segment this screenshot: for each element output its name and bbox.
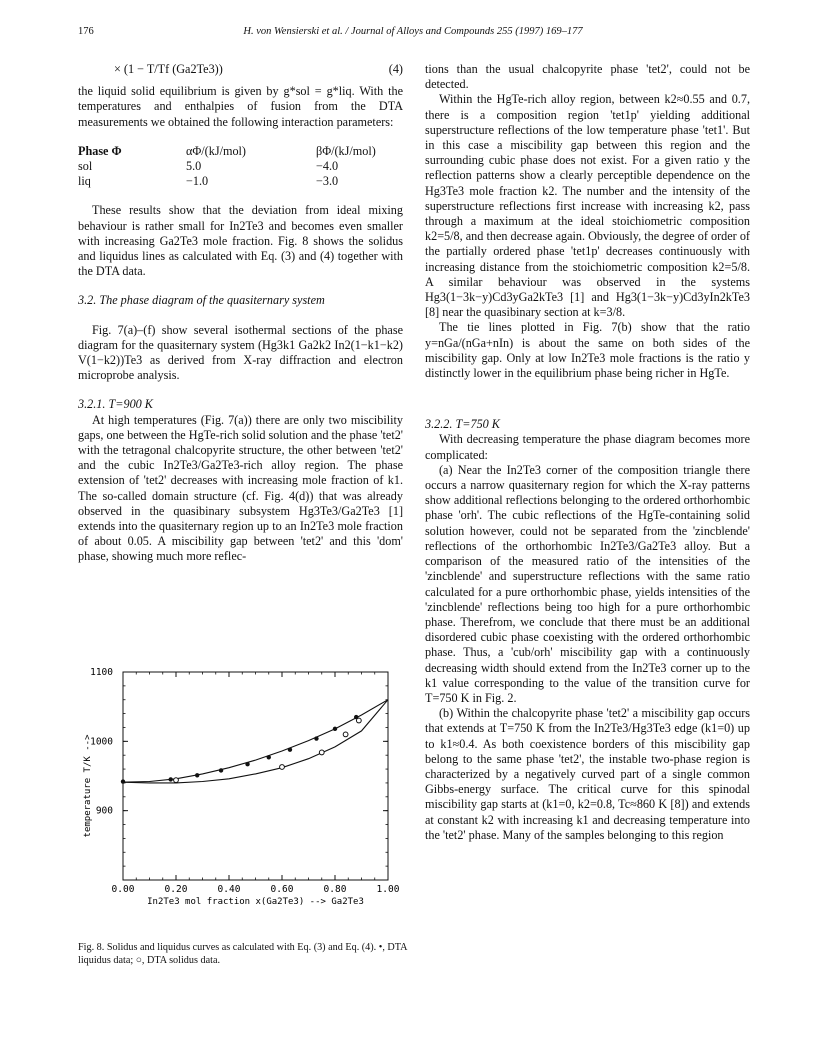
paragraph: These results show that the deviation from ideal mixing behaviour is rather small for In2Te3 and becomes even smaller with increasing Ga2Te3 mole fraction. Fig. 8 shows the solidus and liquidus lines as calculated with Eq. (3) and (4) together with the DTA data.	[78, 203, 403, 279]
liquidus-point	[245, 762, 249, 766]
liquidus-point	[288, 747, 292, 751]
table-cell: liq	[78, 174, 91, 189]
equation-4-number: (4)	[388, 62, 403, 76]
y-axis-label: temperature T/K -->	[83, 734, 93, 838]
section-heading: 3.2. The phase diagram of the quasiternary system	[78, 293, 325, 308]
equation-4-text: × (1 − T/Tf (Ga2Te3))	[114, 62, 223, 76]
table-row	[78, 174, 376, 189]
table-cell: −4.0	[316, 159, 339, 174]
left-column	[78, 62, 403, 565]
liquidus-point	[314, 736, 318, 740]
table-cell: 5.0	[186, 159, 202, 174]
x-tick-label: 0.80	[323, 884, 347, 895]
solidus-curve	[123, 700, 388, 783]
subsection-heading: 3.2.1. T=900 K	[78, 397, 153, 412]
interaction-parameter-table	[78, 144, 376, 190]
figure-caption: Fig. 8. Solidus and liquidus curves as calculated with Eq. (3) and Eq. (4). •, DTA liquidus data; ○, DTA solidus data.	[78, 942, 407, 966]
liquidus-point	[267, 755, 271, 759]
solidus-point	[356, 718, 361, 723]
liquidus-point	[219, 768, 223, 772]
paragraph: tions than the usual chalcopyrite phase 'tet2', could not be detected.	[425, 62, 750, 92]
liquidus-point	[169, 777, 173, 781]
paragraph: With decreasing temperature the phase diagram becomes more complicated:	[425, 432, 750, 462]
liquidus-point	[121, 779, 125, 783]
paragraph: Within the HgTe-rich alloy region, between k2≈0.55 and 0.7, there is a composition region 'tet1p' yielding additional superstructure reflections of the low temperature phase 'tet1'. But in this case a miscibility gap between this region and the surrounding cubic phase does not exist. For a given ratio y the reflection patterns show a clearly perceptible dependence on the Hg3Te3 mole fraction k2. The number and the intensity of the superstructure reflections first increase with increasing k2, pass through a maximum at the ideal stoichiometric composition k2=5/8, and then decrease again. Obviously, the degree of order of the partially ordered phase 'tet1p' decreases continuously with increasing distance from the stoichiometric composition k2=5/8. A similar behaviour was observed in the systems Hg3(1−3k−y)Cd3yGa2kTe3 [1] and Hg3(1−3k−y)Cd3yIn2kTe3 [8] near the quasibinary section at k=3/8.	[425, 92, 750, 320]
y-tick-label: 1000	[90, 736, 113, 748]
table-cell: −1.0	[186, 174, 209, 189]
x-tick-label: 0.00	[111, 884, 135, 895]
y-tick-label: 1100	[90, 667, 113, 678]
table-row	[78, 159, 376, 174]
paragraph: The tie lines plotted in Fig. 7(b) show that the ratio y=nGa/(nGa+nIn) is about the same on both sides of the miscibility gap. Only at low In2Te3 mole fractions is the ratio y distinctly lower in the equilibrium phase being richer in HgTe.	[425, 320, 750, 381]
page-number: 176	[78, 26, 94, 37]
page-header	[78, 26, 748, 40]
subsection-heading: 3.2.2. T=750 K	[425, 417, 500, 432]
solidus-point	[174, 778, 179, 783]
x-tick-label: 0.20	[164, 884, 188, 895]
solidus-point	[343, 732, 348, 737]
liquidus-point	[195, 773, 199, 777]
paragraph: (a) Near the In2Te3 corner of the composition triangle there occurs a narrow quasiternary region for which the X-ray patterns show additional reflections belonging to the ordered orthorhombic phase 'orh'. The cubic reflections of the HgTe-containing solid solution however, could not be separated from the 'zincblende' reflections of the orthorhombic In2Te3/Ga2Te3 alloy. But a comparison of the measured ratio of the intensities of the 'zincblende' and superstructure reflections with the same ratio calculated for a pure orthorhombic phase, yields intensities of the 'zincblende' reflections being too high for a pure orthorhombic phase. Therefrom, we conclude that there must be an additional disordered cubic phase coexisting with the ordered orthorhombic phase. Thus, a 'cub/orh' miscibility gap with a continuously decreasing width should extend from the In2Te3 corner up to the k1 value corresponding to the value of the transition curve for T=750 K in Fig. 2.	[425, 462, 750, 705]
paragraph: At high temperatures (Fig. 7(a)) there are only two miscibility gaps, one between the HgTe-rich solid solution and the phase 'tet2' with the tetragonal chalcopyrite structure, the other between 'tet2' and the cubic In2Te3/Ga2Te3-rich alloy region. The phase extension of 'tet2' decreases with increasing mole fraction of k1. The so-called domain structure (cf. Fig. 4(d)) that was already observed in the quasibinary subsystem Hg3Te3/Ga2Te3 [1] extends into the quasiternary region up to an In2Te3 mole fraction of about 0.05. A miscibility gap between 'tet2' and this 'dom' phase, showing much more reflec-	[78, 412, 403, 564]
x-axis-label: In2Te3 mol fraction x(Ga2Te3) --> Ga2Te3	[147, 897, 364, 907]
paragraph: Fig. 7(a)–(f) show several isothermal sections of the phase diagram for the quasiternary system (Hg3k1 Ga2k2 In2(1−k1−k2) V(1−k2))Te3 as derived from X-ray diffraction and electron microprobe analysis.	[78, 322, 403, 383]
liquidus-point	[333, 727, 337, 731]
table-header: Phase Φ	[78, 143, 122, 158]
table-header: βΦ/(kJ/mol)	[316, 143, 376, 158]
running-title: H. von Wensierski et al. / Journal of Alloys and Compounds 255 (1997) 169–177	[243, 26, 583, 37]
right-column	[425, 62, 750, 843]
table-header: αΦ/(kJ/mol)	[186, 143, 246, 158]
solidus-point	[319, 750, 324, 755]
x-tick-label: 0.40	[217, 884, 241, 895]
x-tick-label: 0.60	[270, 884, 294, 895]
y-tick-label: 900	[95, 805, 113, 817]
table-cell: −3.0	[316, 174, 339, 189]
liquidus-curve	[123, 700, 388, 783]
phase-diagram-chart	[78, 664, 413, 939]
plot-frame	[123, 672, 388, 880]
paragraph: (b) Within the chalcopyrite phase 'tet2' a miscibility gap occurs that extends at T=750 K from the In2Te3/Hg3Te3 edge (k1=0) up to k1≈0.4. As both coexistence borders of this miscibility gap belong to the same phase 'tet2', the instable two-phase region is characterized by a negatively curved part of a single common Gibbs-energy surface. The critical curve for this spinodal miscibility gap starts at (k1=0, k2=0.8, Tc≈860 K [8]) and extends at constant k2 with increasing k1 and decreasing temperature into the 'tet2' phase. Many of the samples belonging to this region	[425, 706, 750, 842]
solidus-point	[280, 765, 285, 770]
table-cell: sol	[78, 159, 93, 174]
paragraph: the liquid solid equilibrium is given by g*sol = g*liq. With the temperatures and enthalpies of fusion from the DTA measurements we obtained the following interaction parameters:	[78, 84, 403, 129]
equation-4	[78, 62, 403, 77]
x-tick-label: 1.00	[376, 884, 400, 895]
